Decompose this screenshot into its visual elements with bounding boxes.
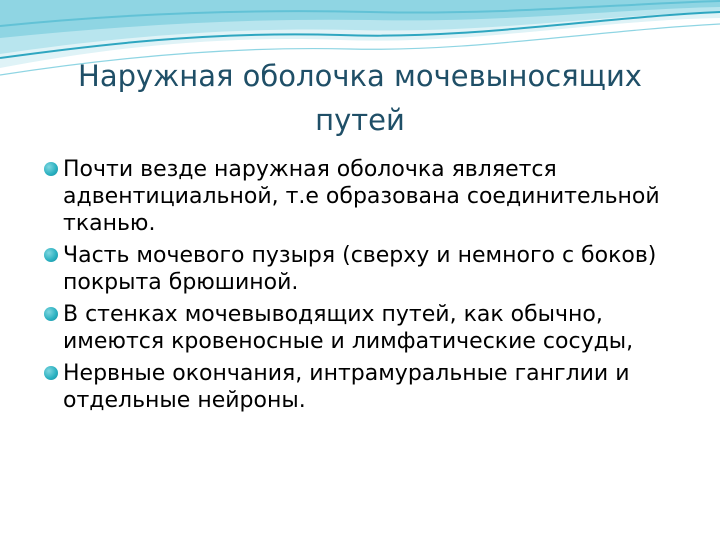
bullet-item — [40, 242, 700, 296]
slide-content — [40, 156, 700, 419]
bullet-item — [40, 360, 700, 414]
bullet-text: Почти везде наружная оболочка является адвентициальной, т.е образована соединительной тканью. — [63, 157, 660, 236]
bullet-circle-icon — [44, 366, 58, 380]
bullet-text: В стенках мочевыводящих путей, как обычно, имеются кровеносные и лимфатические сосуды, — [63, 302, 634, 354]
bullet-text: Нервные окончания, интрамуральные ганглии и отдельные нейроны. — [63, 361, 630, 413]
bullet-circle-icon — [44, 307, 58, 321]
bullet-list — [40, 156, 700, 414]
bullet-item — [40, 301, 700, 355]
bullet-item — [40, 156, 700, 237]
slide-title: Наружная оболочка мочевыносящих путей — [78, 59, 642, 137]
bullet-circle-icon — [44, 162, 58, 176]
bullet-circle-icon — [44, 248, 58, 262]
bullet-text: Часть мочевого пузыря (сверху и немного с боков) покрыта брюшиной. — [63, 243, 657, 295]
